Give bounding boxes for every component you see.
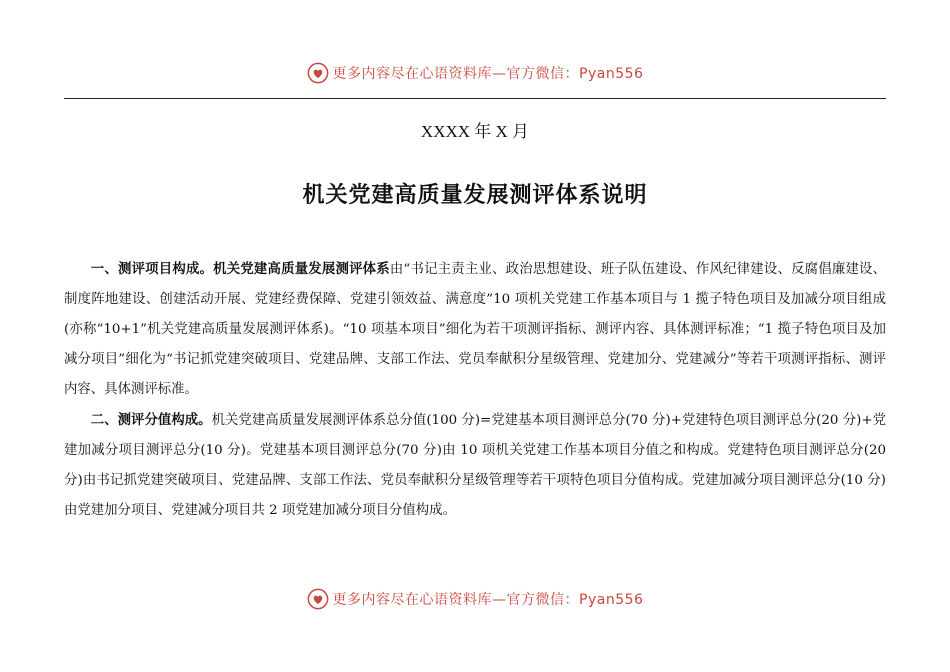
section-paragraph xyxy=(64,254,886,405)
header-rule xyxy=(64,98,886,99)
watermark-text: 更多内容尽在心语资料库—官方微信：Pyan556 xyxy=(332,66,644,82)
watermark-text: 更多内容尽在心语资料库—官方微信：Pyan556 xyxy=(332,592,644,608)
document-body xyxy=(64,254,886,526)
document-date: XXXX 年 X 月 xyxy=(420,122,530,141)
heart-logo-icon xyxy=(307,588,329,610)
section-paragraph xyxy=(64,405,886,526)
section-heading: 二、测评分值构成。 xyxy=(90,412,212,428)
section-text: 机关党建高质量发展测评体系总分值(100 分)=党建基本项目测评总分(70 分)+党建特色项目测评总分(20 分)+党建加减分项目测评总分(10 分)。党建基本项目测评总分(70 分)由 10 项机关党建工作基本项目分值之和构成。党建特色项目测评总分(20 分)由书记抓党建突破项目、党建品牌、支部工作法、党员奉献积分星级管理等若干项特色项目分值构成。党建加减分项目测评总分(10 分)由党建加分项目、党建减分项目共 2 项党建加减分项目分值构成。 xyxy=(64,413,886,518)
header-watermark xyxy=(0,58,950,88)
heart-logo-icon xyxy=(307,62,329,84)
section-heading: 一、测评项目构成。 xyxy=(90,261,214,277)
footer-watermark xyxy=(0,584,950,614)
document-title: 机关党建高质量发展测评体系说明 xyxy=(302,182,648,208)
section-lead: 机关党建高质量发展测评体系 xyxy=(213,261,390,277)
section-text: 由“书记主责主业、政治思想建设、班子队伍建设、作风纪律建设、反腐倡廉建设、制度阵地建设、创建活动开展、党建经费保障、党建引领效益、满意度”10 项机关党建工作基本项目与 1 揽子特色项目及加减分项目组成(亦称“10+1”机关党建高质量发展测评体系)。“10 项基本项目”细化为若干项测评指标、测评内容、具体测评标准；“1 揽子特色项目及加减分项目”细化为“书记抓党建突破项目、党建品牌、支部工作法、党员奉献积分星级管理、党建加分、党建减分”等若干项测评指标、测评内容、具体测评标准。 xyxy=(64,262,887,397)
